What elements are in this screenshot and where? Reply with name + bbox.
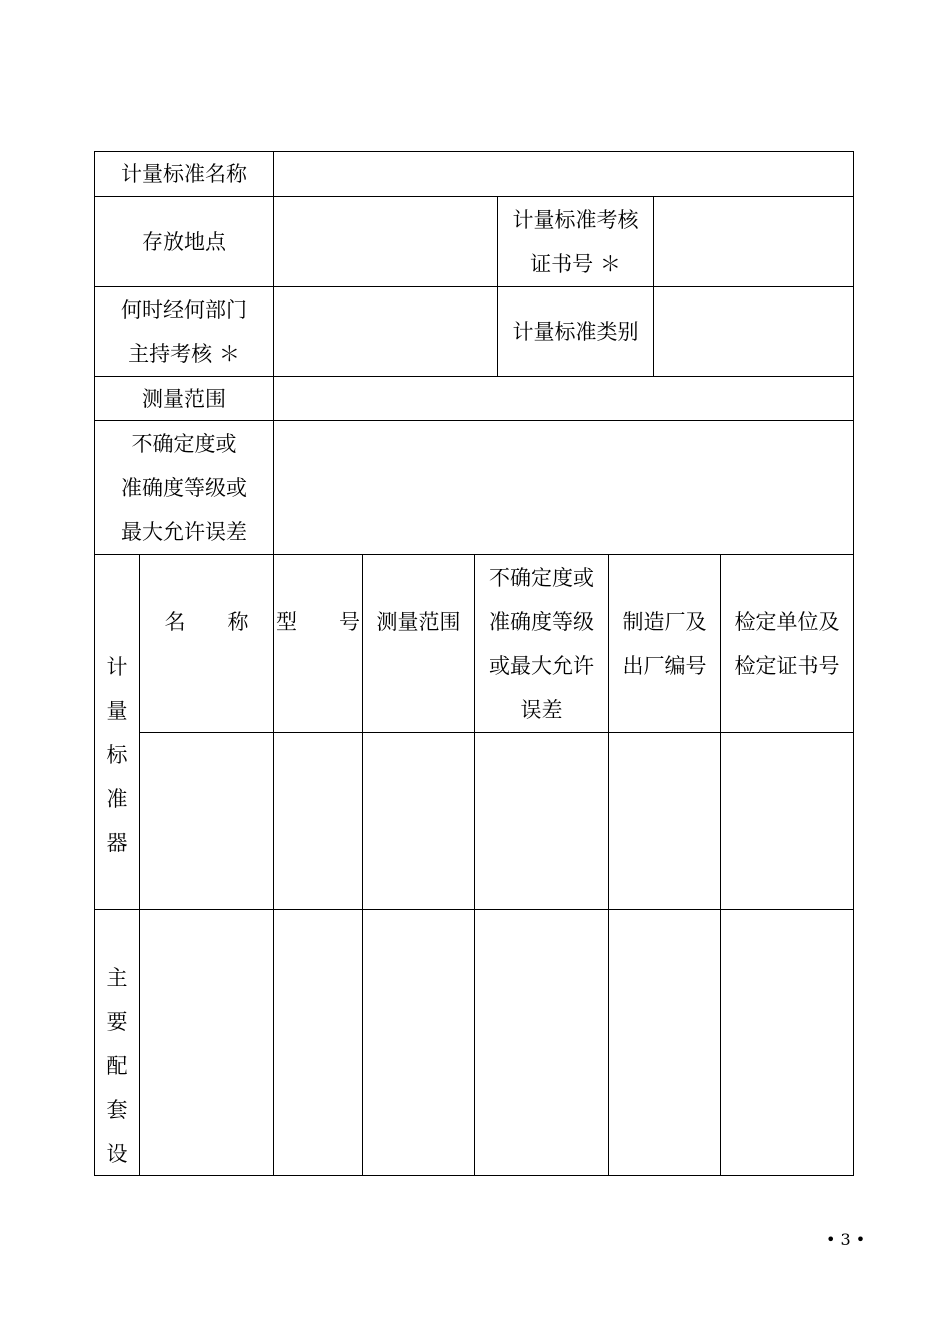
auxiliary-range-cell[interactable]: [363, 910, 474, 1176]
standard-model-cell[interactable]: [274, 733, 362, 909]
certificate-number-label: 计量标准考核 证书号 ＊: [512, 207, 639, 276]
auxiliary-manufacturer-cell[interactable]: [609, 910, 720, 1176]
assessment-authority-label: 何时经何部门 主持考核 ＊: [121, 297, 247, 366]
standard-calibration-cell[interactable]: [721, 733, 853, 909]
group-label-standard-instruments: 计 量 标 准 器: [106, 655, 128, 855]
auxiliary-uncertainty-cell[interactable]: [475, 910, 608, 1176]
assessment-authority-field[interactable]: [274, 287, 497, 376]
storage-location-field[interactable]: [274, 197, 497, 286]
auxiliary-model-cell[interactable]: [274, 910, 362, 1176]
standard-name-cell[interactable]: [140, 733, 273, 909]
col-model-header: 型 号: [276, 609, 360, 634]
group-label-auxiliary-equipment: 主 要 配 套 设: [106, 966, 128, 1166]
measurement-range-label: 测量范围: [142, 386, 226, 411]
auxiliary-calibration-cell[interactable]: [721, 910, 853, 1176]
metrology-standard-form: [94, 151, 854, 1176]
col-calibration-header: 检定单位及 检定证书号: [734, 609, 840, 678]
col-range-header: 测量范围: [376, 609, 461, 634]
measurement-range-field[interactable]: [274, 377, 853, 420]
standard-range-cell[interactable]: [363, 733, 474, 909]
standard-category-field[interactable]: [654, 287, 853, 376]
standard-manufacturer-cell[interactable]: [609, 733, 720, 909]
uncertainty-field[interactable]: [274, 421, 853, 554]
auxiliary-name-cell[interactable]: [140, 910, 273, 1176]
col-uncertainty-header: 不确定度或 准确度等级 或最大允许 误差: [489, 565, 594, 722]
standard-name-label: 计量标准名称: [121, 162, 247, 186]
uncertainty-label: 不确定度或 准确度等级或 最大允许误差: [121, 431, 247, 544]
page-number: • 3 •: [826, 1230, 866, 1249]
standard-name-field[interactable]: [274, 152, 853, 196]
col-manufacturer-header: 制造厂及 出厂编号: [622, 609, 707, 678]
standard-category-label: 计量标准类别: [512, 319, 639, 344]
col-name-header: 名 称: [164, 609, 249, 634]
certificate-number-field[interactable]: [654, 197, 853, 286]
standard-uncertainty-cell[interactable]: [475, 733, 608, 909]
storage-location-label: 存放地点: [142, 229, 226, 254]
